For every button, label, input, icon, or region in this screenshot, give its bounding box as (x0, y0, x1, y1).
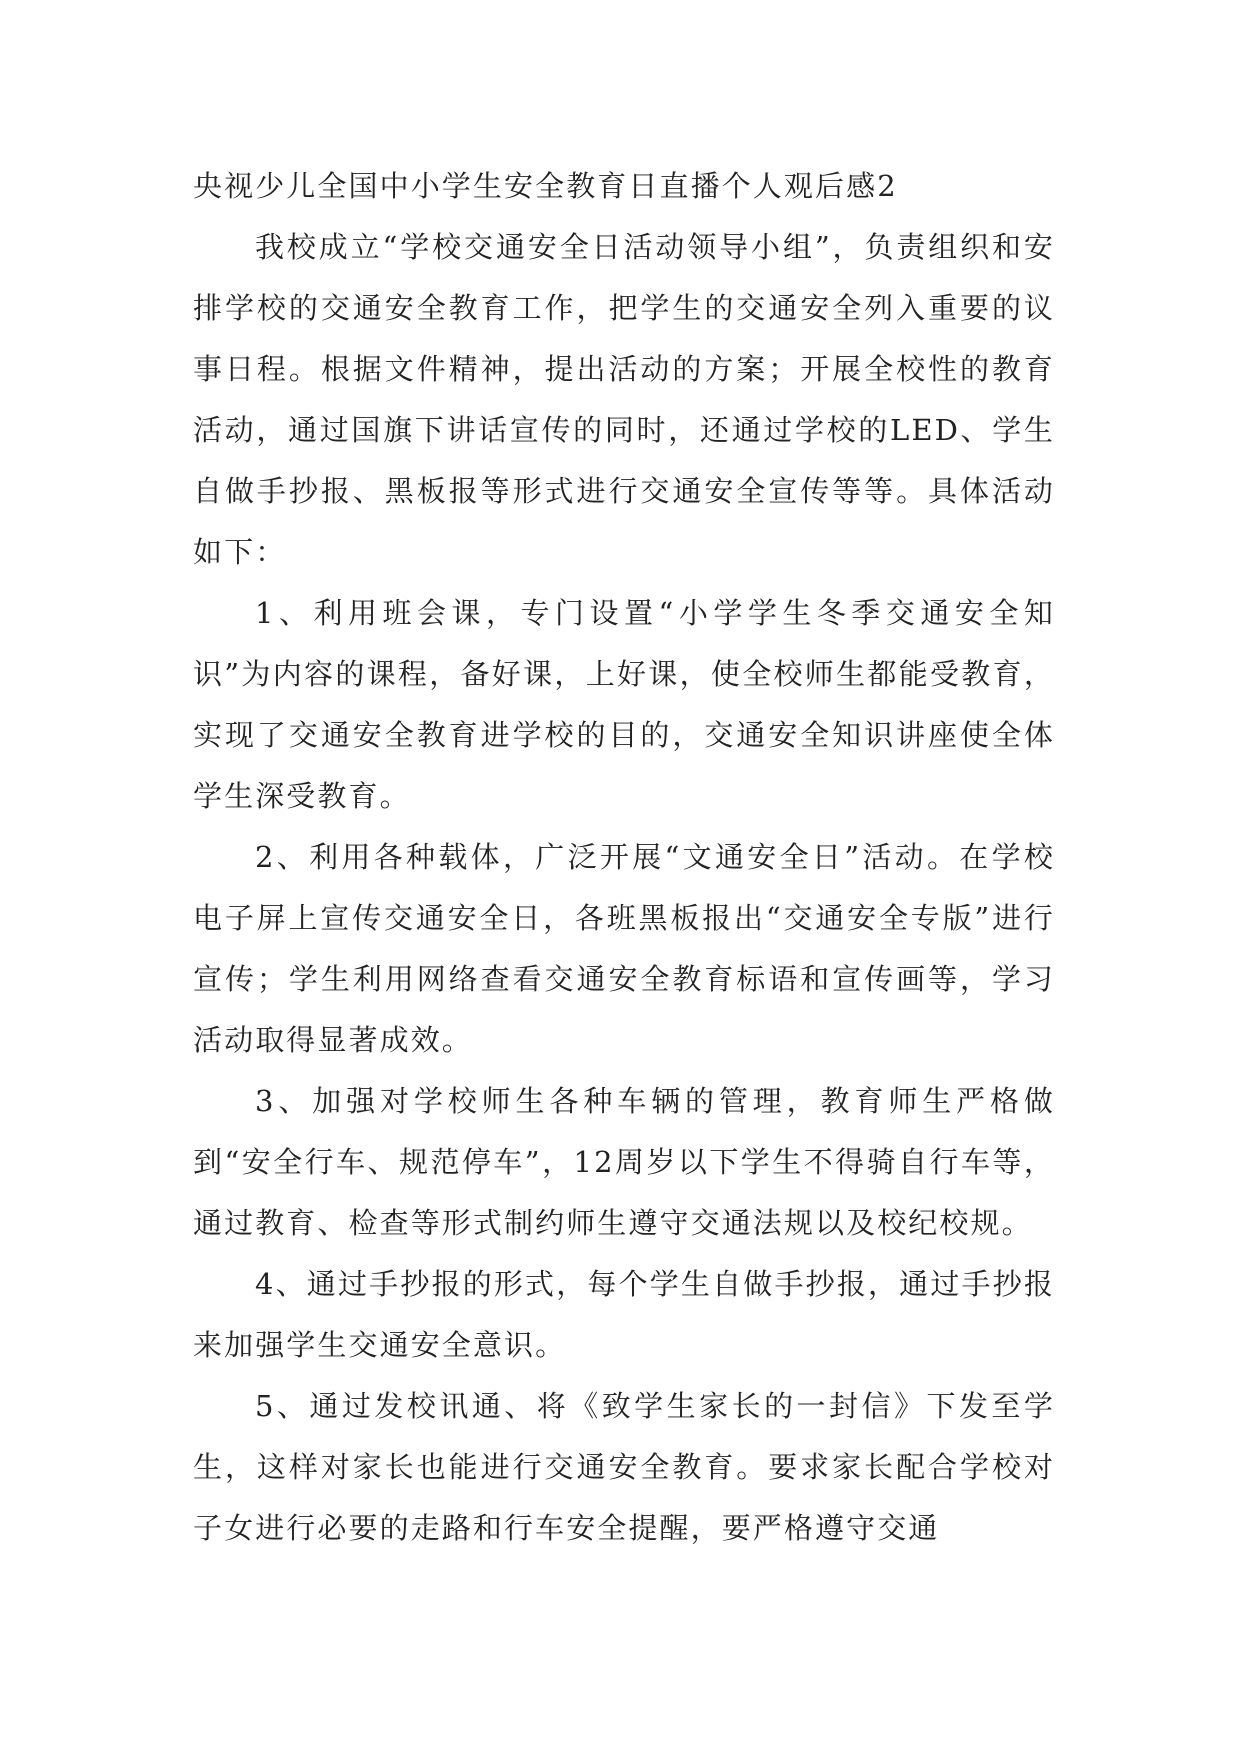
paragraph-item-1: 1、利用班会课，专门设置“小学学生冬季交通安全知识”为内容的课程，备好课，上好课，使全校师生都能受教育，实现了交通安全教育进学校的目的，交通安全知识讲座使全体学生深受教育。 (193, 596, 1055, 813)
paragraph-item-2: 2、利用各种载体，广泛开展“文通安全日”活动。在学校电子屏上宣传交通安全日，各班黑板报出“交通安全专版”进行宣传；学生利用网络查看交通安全教育标语和宣传画等，学习活动取得显著成效。 (193, 840, 1055, 1057)
document-body (193, 156, 1055, 1559)
paragraph-item-3: 3、加强对学校师生各种车辆的管理，教育师生严格做到“安全行车、规范停车”，12周岁以下学生不得骑自行车等，通过教育、检查等形式制约师生遵守交通法规以及校纪校规。 (193, 1084, 1055, 1240)
paragraph-intro: 我校成立“学校交通安全日活动领导小组”，负责组织和安排学校的交通安全教育工作，把学生的交通安全列入重要的议事日程。根据文件精神，提出活动的方案；开展全校性的教育活动，通过国旗下讲话宣传的同时，还通过学校的LED、学生自做手抄报、黑板报等形式进行交通安全宣传等等。具体活动如下： (193, 230, 1055, 569)
document-title: 央视少儿全国中小学生安全教育日直播个人观后感2 (193, 169, 898, 203)
paragraph-item-4: 4、通过手抄报的形式，每个学生自做手抄报，通过手抄报来加强学生交通安全意识。 (193, 1267, 1055, 1362)
paragraph-item-5: 5、通过发校讯通、将《致学生家长的一封信》下发至学生，这样对家长也能进行交通安全教育。要求家长配合学校对子女进行必要的走路和行车安全提醒，要严格遵守交通 (193, 1389, 1055, 1545)
